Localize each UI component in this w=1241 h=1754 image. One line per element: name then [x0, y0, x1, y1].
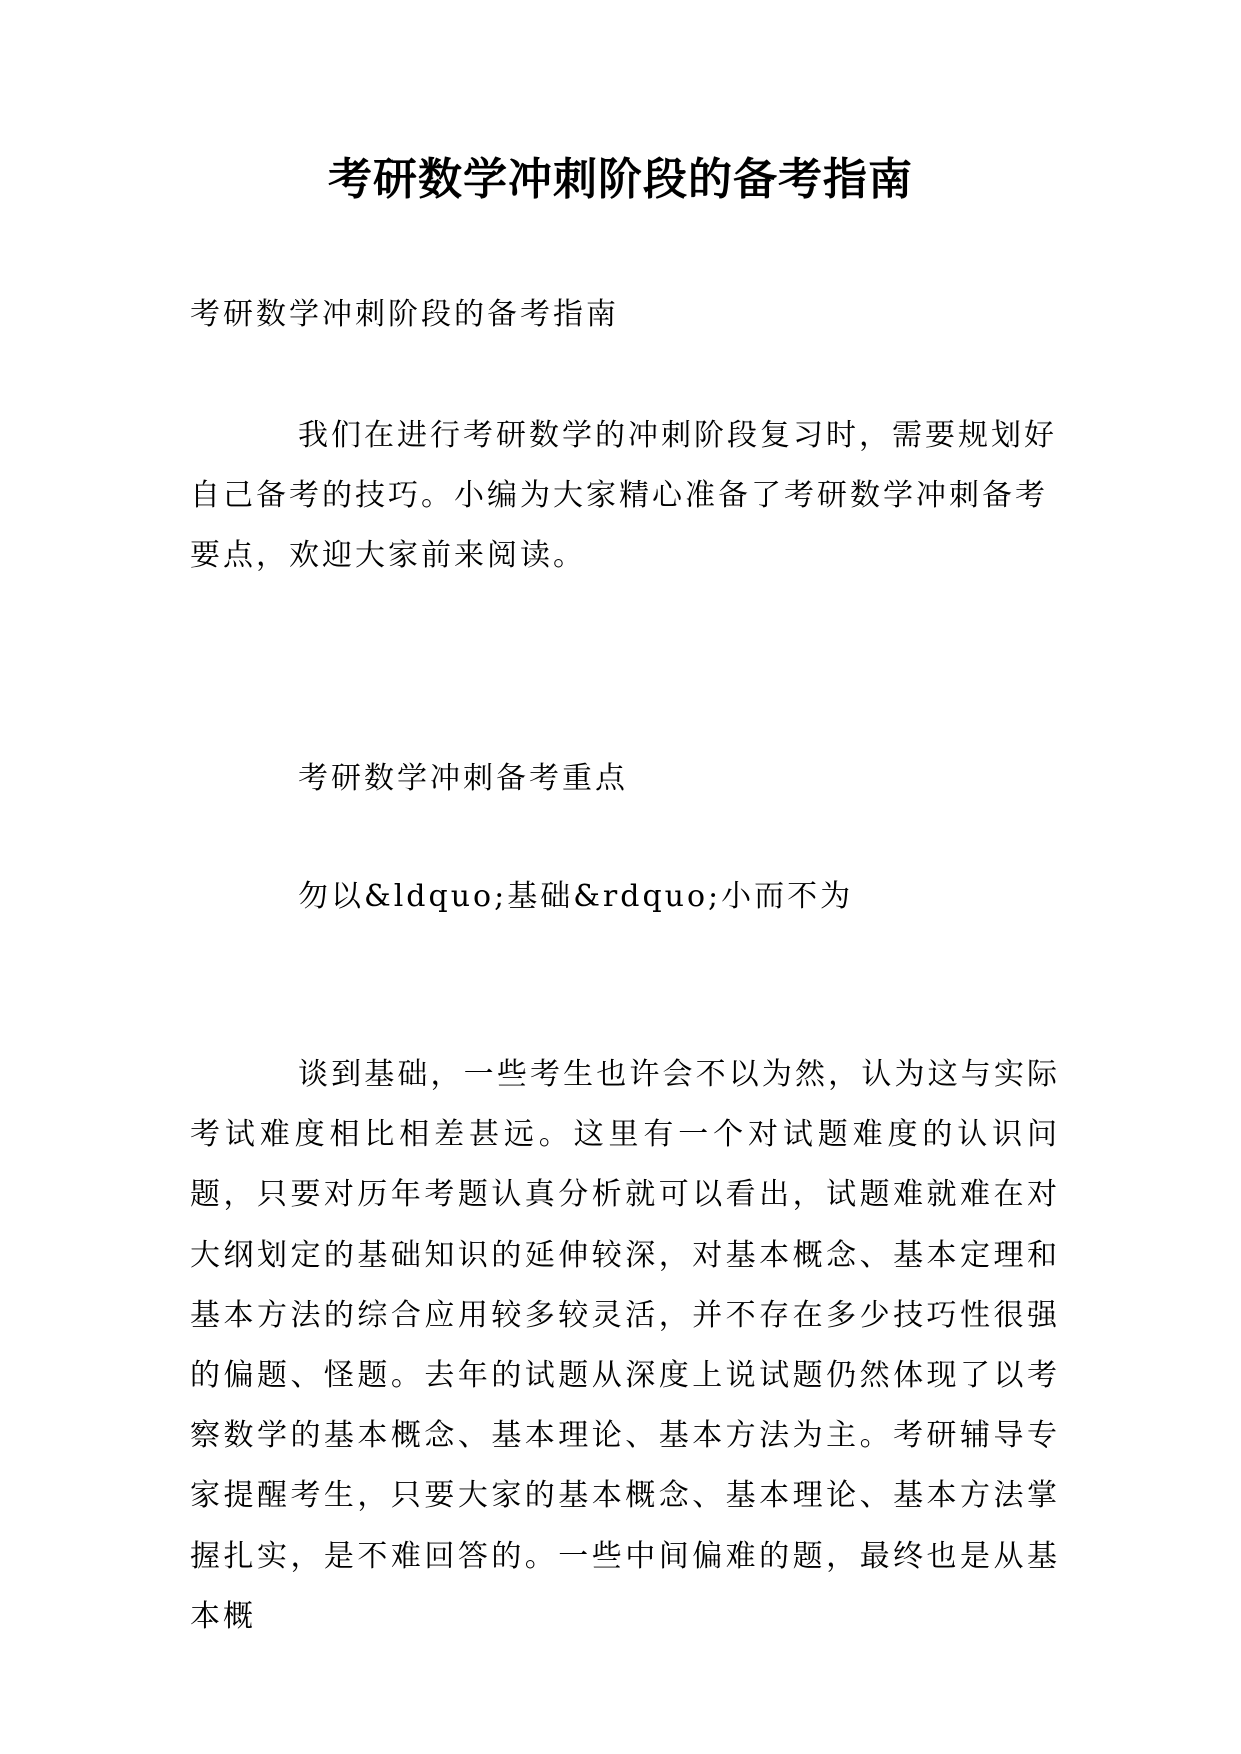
main-paragraph: 谈到基础，一些考生也许会不以为然，认为这与实际考试难度相比相差甚远。这里有一个对试题难度的认识问题，只要对历年考题认真分析就可以看出，试题难就难在对大纲划定的基础知识的延伸较深，对基本概念、基本定理和基本方法的综合应用较多较灵活，并不存在多少技巧性很强的偏题、怪题。去年的试题从深度上说试题仍然体现了以考察数学的基本概念、基本理论、基本方法为主。考研辅导专家提醒考生，只要大家的基本概念、基本理论、基本方法掌握扎实，是不难回答的。一些中间偏难的题，最终也是从基本概	[190, 1057, 1060, 1634]
intro-paragraph: 我们在进行考研数学的冲刺阶段复习时，需要规划好自己备考的技巧。小编为大家精心准备了考研数学冲刺备考要点，欢迎大家前来阅读。	[190, 418, 1057, 573]
section-subheading: 勿以&ldquo;基础&rdquo;小而不为	[298, 879, 854, 914]
document-subtitle: 考研数学冲刺阶段的备考指南	[190, 297, 619, 332]
section-heading: 考研数学冲刺备考重点	[298, 761, 628, 796]
document-title: 考研数学冲刺阶段的备考指南	[328, 154, 913, 205]
